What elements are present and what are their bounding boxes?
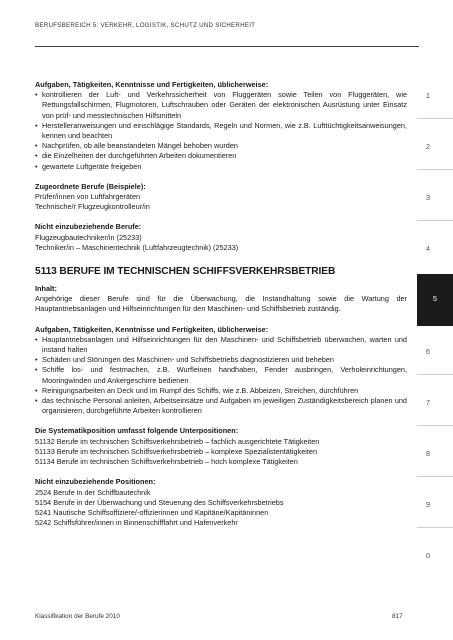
footer-title: Klassifikation der Berufe 2010: [35, 613, 120, 620]
list-item: • Nachprüfen, ob alle beanstandeten Mängel behoben wurden: [35, 141, 407, 151]
list-item: • gewartete Luftgeräte freigeben: [35, 162, 407, 172]
list-item: • Schäden und Störungen des Maschinen- und Schiffsbetriebs diagnostizieren und beheben: [35, 355, 407, 365]
list-item: • Reinigungsarbeiten an Deck und im Rumpf des Schiffs, wie z.B. Abbeizen, Streichen, durchführen: [35, 386, 407, 396]
side-index-active: [417, 274, 453, 326]
systematics-heading: Die Systematikposition umfasst folgende Unterpositionen:: [35, 426, 239, 436]
systematics-line: 51134 Berufe im technischen Schiffsverkehrsbetrieb – hoch komplexe Tätigkeiten: [35, 457, 298, 467]
side-index-number: 6: [425, 347, 431, 356]
list-item: • das technische Personal anleiten, Arbeitseinsätze und Aufgaben im jeweiligen Zuständigkeitsbereich planen und organisieren, durchgeführte Arbeiten kontrollieren: [35, 396, 407, 416]
side-index-number: 4: [425, 244, 431, 253]
list-item: • die Einzelheiten der durchgeführten Arbeiten dokumentieren: [35, 151, 407, 161]
side-index-number: 5: [432, 294, 438, 303]
header-rule: [35, 46, 419, 47]
assigned-job-line: Technische/r Flugzeugkontrolleur/in: [35, 202, 150, 212]
side-index-number: 0: [425, 551, 431, 560]
excluded-position-line: 5154 Berufe in der Überwachung und Steuerung des Schiffsverkehrsbetriebs: [35, 497, 284, 507]
side-index-number: 8: [425, 449, 431, 458]
content: [35, 80, 407, 528]
side-index-number: 3: [425, 193, 431, 202]
side-index-number: 9: [425, 500, 431, 509]
excluded-jobs-heading: Nicht einzubeziehende Berufe:: [35, 222, 142, 232]
assigned-job-line: Prüfer/innen von Luftfahrgeräten: [35, 192, 141, 202]
excluded-position-line: 5242 Schiffsführer/innen in Binnenschifffahrt und Hafenverkehr: [35, 518, 238, 528]
excluded-positions-heading: Nicht einzubeziehende Positionen:: [35, 477, 156, 487]
tasks-heading: Aufgaben, Tätigkeiten, Kenntnisse und Fertigkeiten, üblicherweise:: [35, 80, 269, 89]
excluded-job-line: Flugzeugbautechniker/in (25233): [35, 232, 142, 242]
header-title: BERUFSBEREICH 5: VERKEHR, LOGISTIK, SCHUTZ UND SICHERHEIT: [35, 22, 256, 29]
excluded-job-line: Techniker/in – Maschinentechnik (Luftfahrzeugtechnik) (25233): [35, 242, 239, 252]
side-index: [403, 0, 453, 640]
list-item: • Hauptantriebsanlagen und Hilfseinrichtungen für den Maschinen- und Schiffsbetrieb überwachen, warten und instand halten: [35, 335, 407, 355]
section-tasks-list: [35, 335, 407, 417]
inhalt-text: Angehörige dieser Berufe sind für die Überwachung, die Instandhaltung sowie die Wartung der Hauptantriebsanlagen und Hilfseinrichtungen für den Maschinen- und Schiffsbetrieb zuständig.: [35, 294, 407, 314]
inhalt-heading: Inhalt:: [35, 284, 57, 294]
section-title: 5113 BERUFE IM TECHNISCHEN SCHIFFSVERKEHRSBETRIEB: [35, 266, 336, 278]
page-number: 817: [392, 613, 403, 620]
list-item: • Herstelleranweisungen und einschlägige Standards, Regeln und Normen, wie z.B. Lufttüchtigkeitsanweisungen, kennen und beachten: [35, 121, 407, 141]
systematics-line: 51132 Berufe im technischen Schiffsverkehrsbetrieb – fachlich ausgerichtete Tätigkeiten: [35, 436, 320, 446]
systematics-line: 51133 Berufe im technischen Schiffsverkehrsbetrieb – komplexe Spezialistentätigkeiten: [35, 446, 318, 456]
side-index-number: 1: [425, 91, 431, 100]
list-item: • kontrollieren der Luft- und Verkehrssicherheit von Fluggeräten sowie Teilen von Fluggeräten, wie Rettungsfallschirmen, Flugmotoren, Luftschrauben oder Geräten der elektronischen Ausrüstung unter Einsatz von prüf- und messtechnischen Hilfsmitteln: [35, 90, 407, 121]
assigned-jobs-heading: Zugeordnete Berufe (Beispiele):: [35, 181, 146, 191]
list-item: • Schiffe los- und festmachen, z.B. Wurfleinen handhaben, Fender ausbringen, Verholeinrichtungen, Mooringwinden und Ankergeschirre bedienen: [35, 365, 407, 385]
tasks-list: [35, 90, 407, 172]
excluded-position-line: 5241 Nautische Schiffsoffiziere/-offizierinnen und Kapitäne/Kapitäninnen: [35, 507, 269, 517]
side-index-number: 7: [425, 398, 431, 407]
side-index-number: 2: [425, 142, 431, 151]
excluded-position-line: 2524 Berufe in der Schiffbautechnik: [35, 487, 151, 497]
section-tasks-heading: Aufgaben, Tätigkeiten, Kenntnisse und Fertigkeiten, üblicherweise:: [35, 324, 269, 334]
